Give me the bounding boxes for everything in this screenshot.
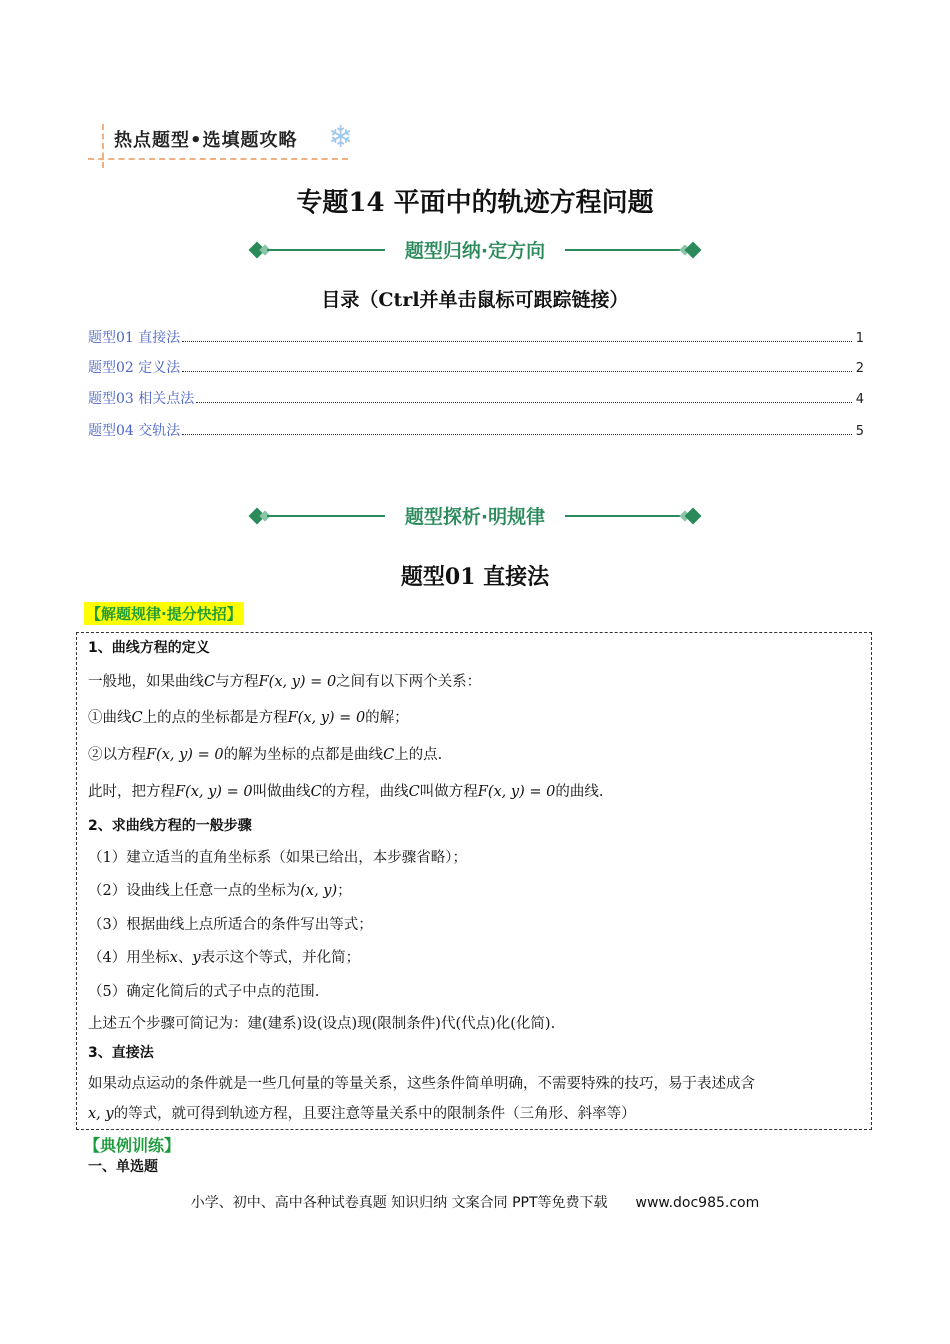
- banner-line: [267, 515, 385, 517]
- text: 叫做曲线: [252, 784, 311, 800]
- definition-line-1: [88, 670, 481, 691]
- example-label: 【典例训练】: [84, 1136, 181, 1155]
- toc-entry-page: 1: [855, 331, 864, 346]
- text: 的方程，曲线: [321, 784, 409, 800]
- box-heading-3: 3、直接法: [88, 1045, 154, 1061]
- math-y: y: [192, 950, 201, 966]
- banner-label: 题型归纳·定方向: [404, 240, 546, 262]
- steps-summary: 上述五个步骤可简记为：建(建系)设(设点)现(限制条件)代(代点)化(化简).: [88, 1016, 556, 1032]
- toc-entry[interactable]: [88, 420, 864, 442]
- main-title: 专题14 平面中的轨迹方程问题: [296, 188, 654, 218]
- text: 上的点的坐标都是方程: [142, 710, 288, 726]
- toc-entry-page: 2: [855, 361, 864, 376]
- toc-entry-title[interactable]: 题型03 相关点法: [88, 391, 195, 407]
- direct-method-line-1: 如果动点运动的条件就是一些几何量的等量关系，这些条件简单明确，不需要特殊的技巧，易于表述成含: [88, 1076, 755, 1092]
- definition-line-3: [88, 743, 442, 764]
- tips-label: 【解题规律·提分快招】: [84, 602, 244, 625]
- toc-entry-title[interactable]: 题型01 直接法: [88, 330, 181, 346]
- toc-leader: [182, 341, 851, 342]
- text: 此时，把方程: [88, 784, 175, 800]
- box-heading-1: 1、曲线方程的定义: [88, 640, 210, 656]
- math-equation: F(x, y) = 0: [287, 710, 366, 726]
- text: 与方程: [215, 674, 259, 690]
- math-x: x: [169, 950, 178, 966]
- step-1: （1）建立适当的直角坐标系（如果已给出，本步骤省略）；: [88, 850, 467, 866]
- banner-line: [267, 249, 385, 251]
- math-xy: x, y: [88, 1106, 114, 1122]
- toc-entry-title[interactable]: 题型04 交轨法: [88, 423, 181, 439]
- text: 的等式，就可得到轨迹方程，且要注意等量关系中的限制条件（三角形、斜率等）: [113, 1106, 636, 1122]
- header-tag-hline: [88, 158, 348, 160]
- toc-entry-title[interactable]: 题型02 定义法: [88, 360, 181, 376]
- text: ；: [337, 883, 352, 899]
- math-c: C: [383, 747, 395, 763]
- banner-label: 题型探析·明规律: [404, 506, 546, 528]
- toc-entry[interactable]: [88, 388, 864, 410]
- snowflake-icon: ❄: [328, 120, 354, 155]
- text: （2）设曲线上任意一点的坐标为: [88, 883, 301, 899]
- definition-line-2: [88, 706, 409, 727]
- step-5: （5）确定化简后的式子中点的范围.: [88, 984, 320, 1000]
- section-title: 题型01 直接法: [400, 564, 550, 590]
- banner-line: [565, 515, 683, 517]
- header-tag: [88, 120, 378, 172]
- step-4: [88, 946, 360, 967]
- toc-entry-page: 4: [855, 392, 864, 407]
- toc-leader: [182, 434, 851, 435]
- footer-url[interactable]: www.doc985.com: [635, 1195, 760, 1211]
- text: 一般地，如果曲线: [88, 674, 204, 690]
- text: 之间有以下两个关系：: [336, 674, 482, 690]
- step-3: （3）根据曲线上点所适合的条件写出等式；: [88, 917, 373, 933]
- step-2: [88, 879, 352, 900]
- box-heading-2: 2、求曲线方程的一般步骤: [88, 818, 252, 834]
- question-type: 一、单选题: [88, 1159, 158, 1175]
- toc-leader: [196, 402, 851, 403]
- text: 的解；: [365, 710, 409, 726]
- text: （4）用坐标: [88, 950, 170, 966]
- text: 、: [177, 950, 193, 966]
- footer-text: 小学、初中、高中各种试卷真题 知识归纳 文案合同 PPT等免费下载: [190, 1195, 608, 1211]
- math-equation: F(x, y) = 0: [477, 784, 556, 800]
- text: 的解为坐标的点都是曲线: [223, 747, 384, 763]
- text: 的曲线.: [555, 784, 604, 800]
- text: 上的点.: [394, 747, 443, 763]
- toc-entry[interactable]: [88, 357, 864, 379]
- banner-line: [565, 249, 683, 251]
- direct-method-line-2: [88, 1102, 636, 1123]
- footer: [0, 1192, 950, 1212]
- math-equation: F(x, y) = 0: [146, 747, 224, 763]
- banner-toc: [245, 236, 705, 266]
- text: ②以方程: [88, 747, 146, 763]
- toc-title: 目录（Ctrl并单击鼠标可跟踪链接）: [321, 289, 629, 311]
- math-c: C: [310, 784, 322, 800]
- math-equation: F(x, y) = 0: [175, 784, 253, 800]
- diamond-icon: [685, 508, 702, 525]
- header-tag-text: 热点题型•选填题攻略: [114, 130, 298, 151]
- toc-leader: [182, 371, 851, 372]
- text: 叫做方程: [419, 784, 478, 800]
- definition-line-4: [88, 780, 603, 801]
- math-c: C: [131, 710, 143, 726]
- banner-analysis: [245, 502, 705, 532]
- diamond-icon: [685, 242, 702, 259]
- text: ①曲线: [88, 710, 132, 726]
- header-tag-vline: [102, 124, 104, 168]
- math-c: C: [204, 674, 216, 690]
- toc-entry[interactable]: [88, 327, 864, 349]
- math-point: (x, y): [300, 883, 338, 899]
- math-c: C: [408, 784, 420, 800]
- math-equation: F(x, y) = 0: [258, 674, 337, 690]
- toc-entry-page: 5: [855, 424, 864, 439]
- text: 表示这个等式，并化简；: [200, 950, 361, 966]
